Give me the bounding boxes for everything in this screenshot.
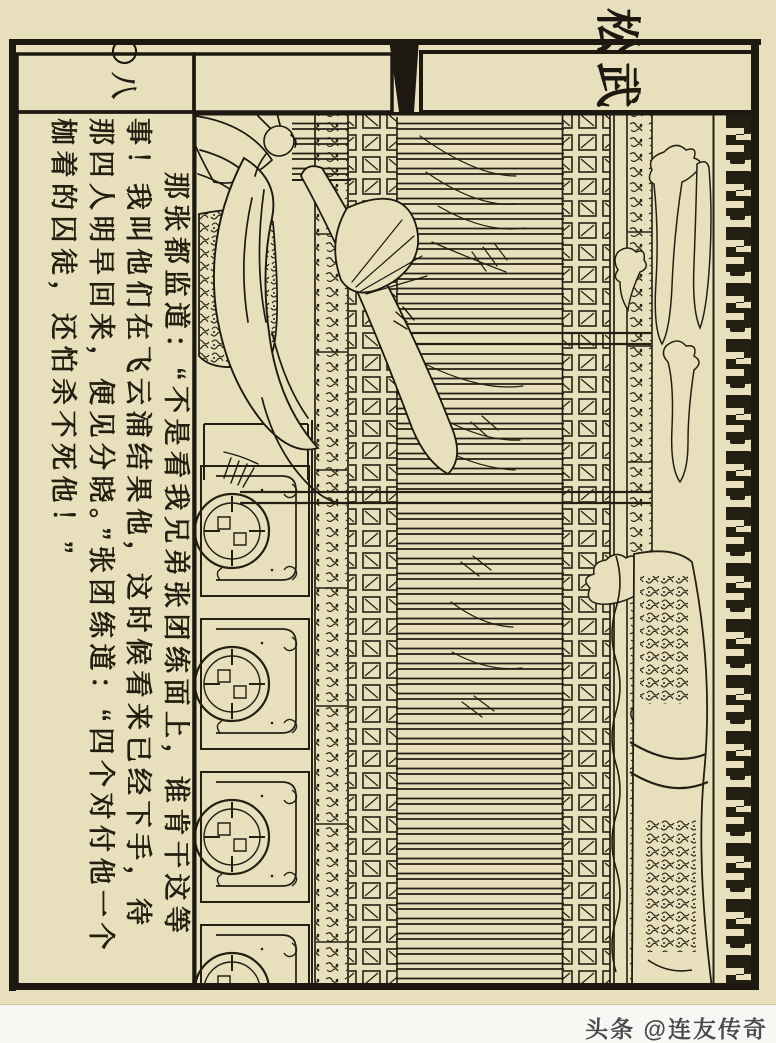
lattice-main	[563, 115, 615, 987]
caption-line: 那四人明早回来，便见分晓。”张团练道：“四个对付他一个	[86, 118, 116, 955]
railing-slats	[396, 117, 564, 985]
page-number: 八〇	[104, 34, 138, 98]
carved-border	[714, 115, 753, 987]
caption-box	[44, 118, 194, 978]
caption-line: 那张都监道：“不是看我兄弟张团练面上，谁肯干这等	[161, 172, 191, 939]
comic-title: 武松	[583, 2, 642, 108]
footer-strip	[0, 1004, 776, 1043]
watermark: 头条 @连友传奇	[585, 1016, 768, 1042]
caption-line: 事！我叫他们在飞云浦结果他，这时候看来已经下手，待	[123, 118, 154, 931]
caption-line: 枷着的囚徒，还怕杀不死他！”	[48, 118, 79, 560]
